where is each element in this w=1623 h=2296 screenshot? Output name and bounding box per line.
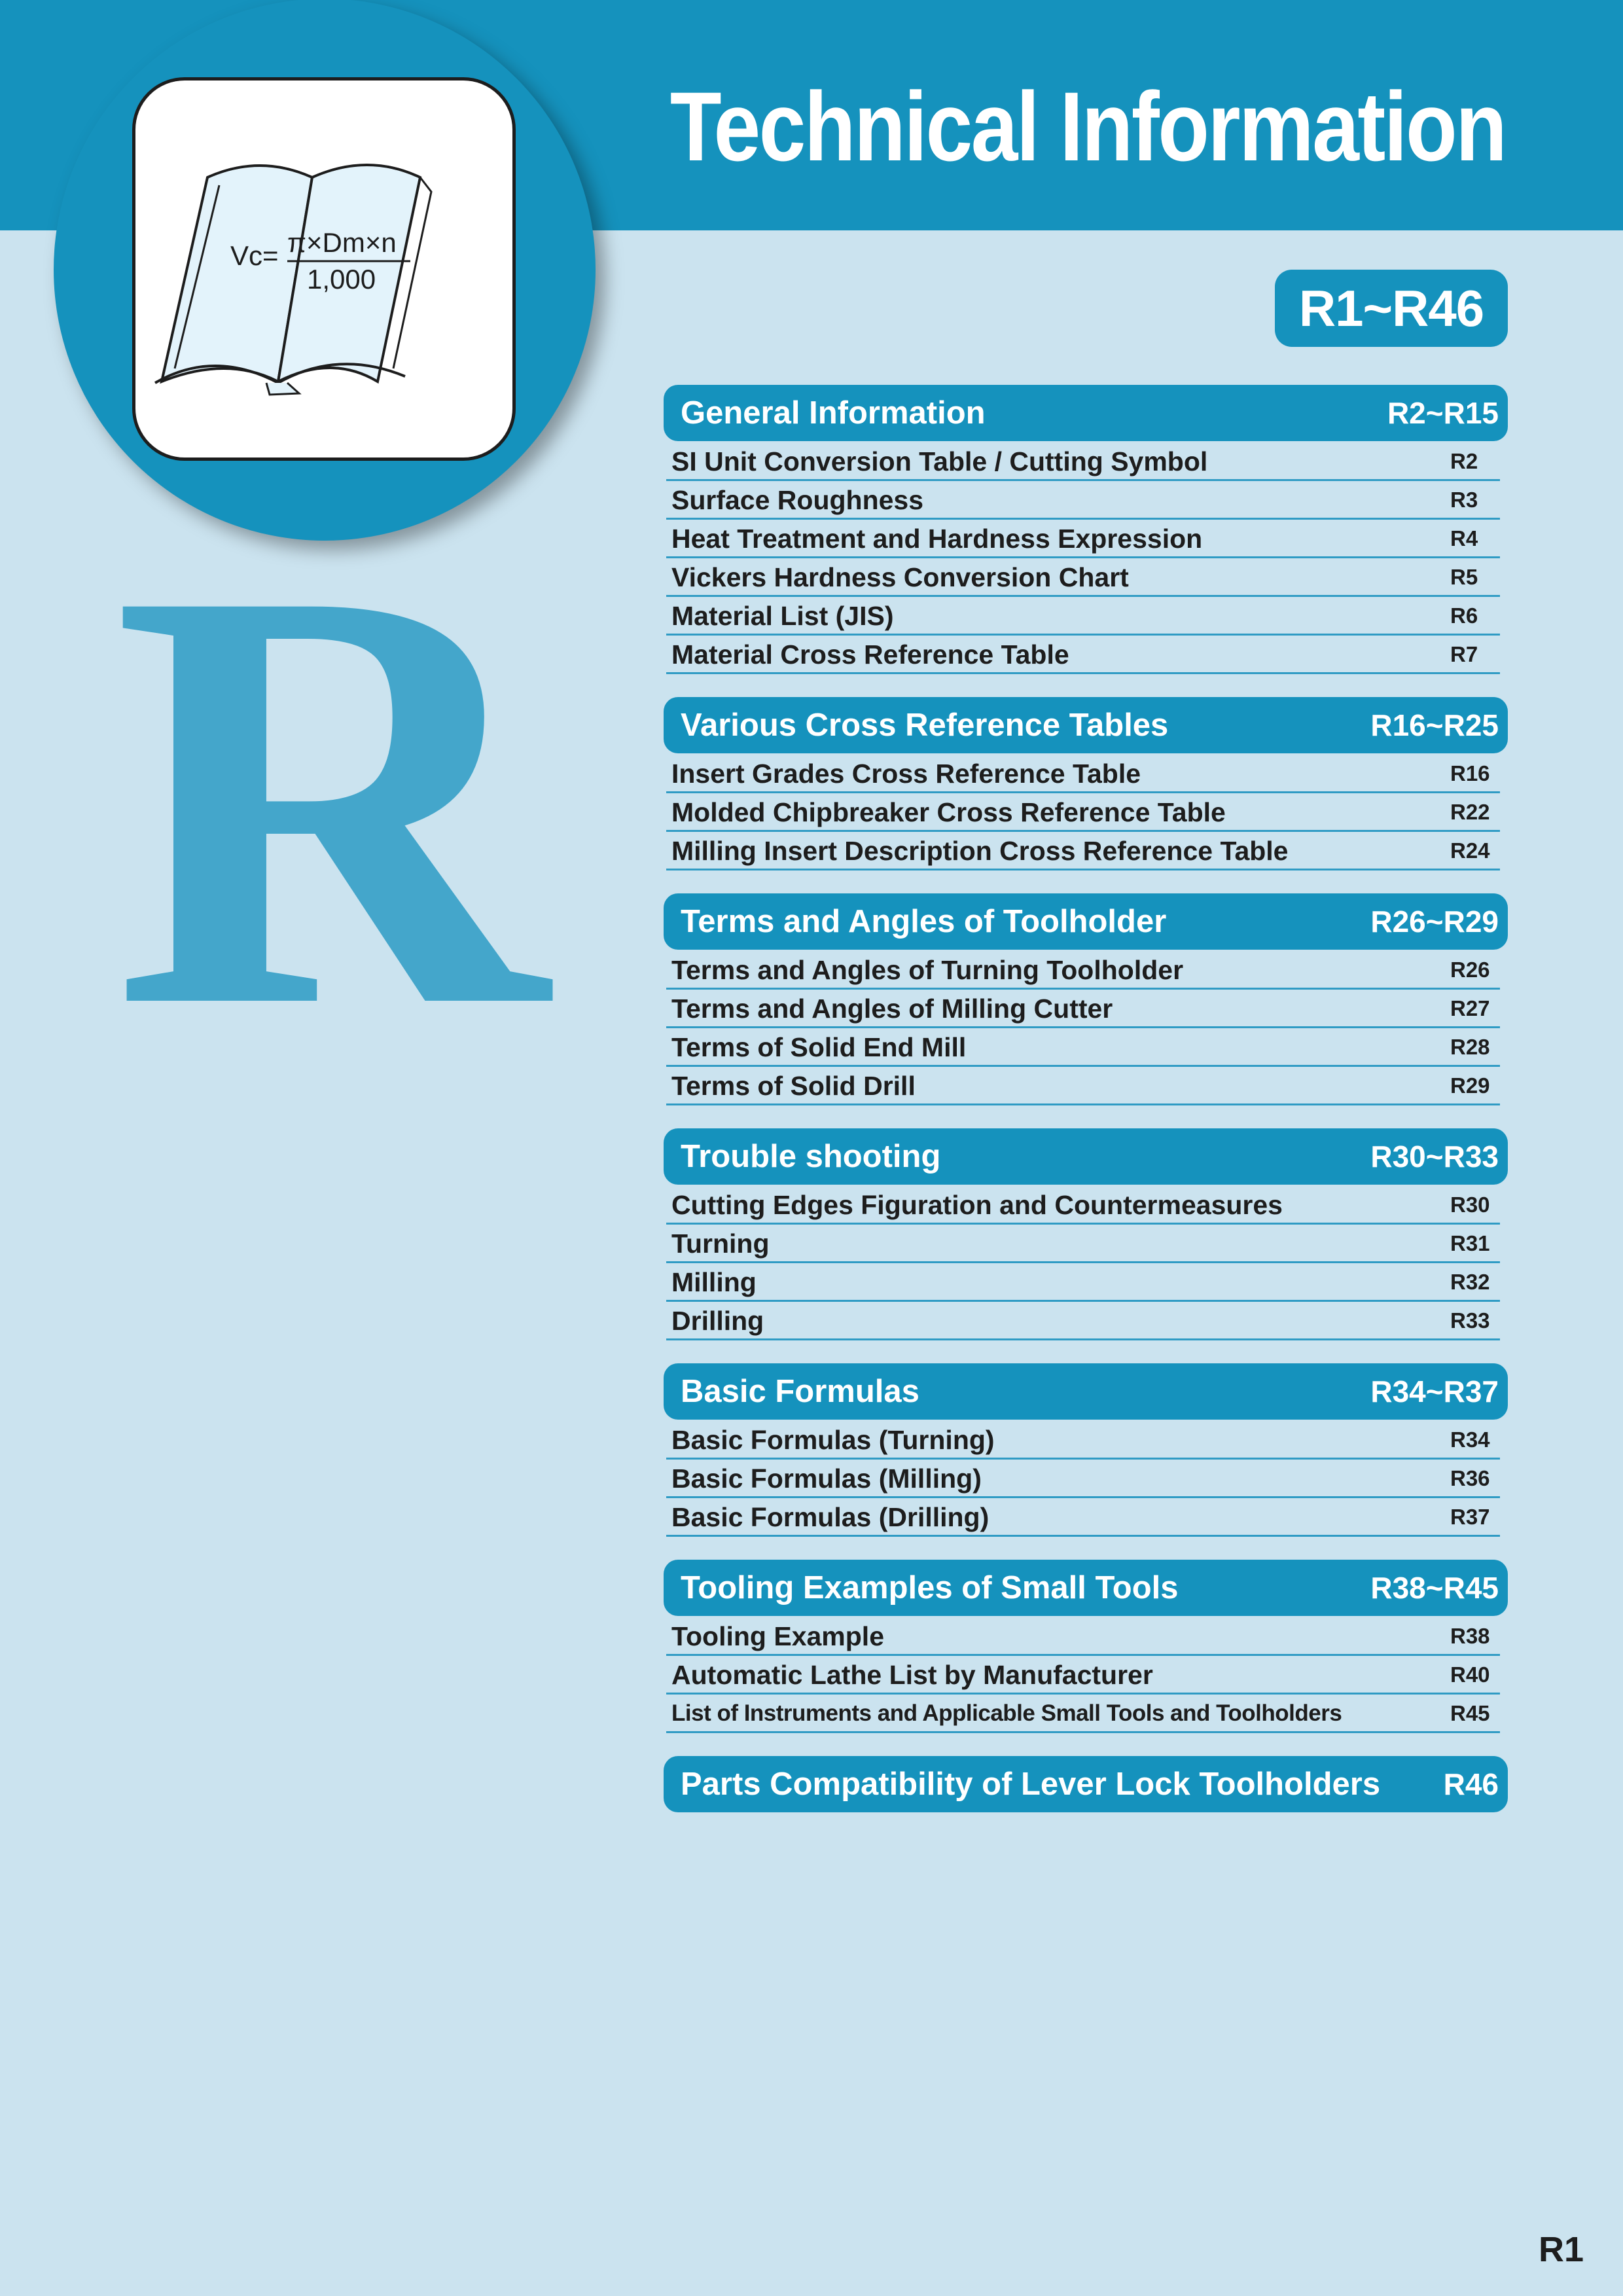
section-item-list [664, 1422, 1508, 1537]
toc-entry-page: R7 [1450, 642, 1478, 666]
toc-entry-page: R4 [1450, 526, 1478, 550]
chapter-range-badge: R1~R46 [1275, 270, 1508, 347]
page-number: R1 [1538, 2230, 1584, 2269]
toc-entry[interactable] [666, 833, 1500, 870]
toc-entry-title: Cutting Edges Figuration and Countermeasures [671, 1189, 1283, 1220]
toc-entry[interactable] [666, 1499, 1500, 1537]
toc-entry[interactable] [666, 521, 1500, 558]
toc-entry-page: R5 [1450, 565, 1478, 589]
toc-entry[interactable] [666, 1226, 1500, 1263]
toc-entry-title: List of Instruments and Applicable Small Tools and Toolholders [671, 1700, 1342, 1726]
toc-section [664, 385, 1508, 674]
toc-entry-page: R33 [1450, 1308, 1490, 1333]
section-title: Trouble shooting [681, 1139, 941, 1174]
toc-entry-page: R16 [1450, 761, 1490, 785]
section-page-range: R38~R45 [1370, 1571, 1499, 1605]
section-page-range: R30~R33 [1370, 1139, 1499, 1174]
toc-section [664, 893, 1508, 1105]
toc-entry[interactable] [666, 1657, 1500, 1695]
toc-section [664, 1128, 1508, 1340]
toc-entry-page: R24 [1450, 838, 1490, 863]
toc-entry-page: R34 [1450, 1427, 1490, 1452]
toc-entry-page: R30 [1450, 1193, 1490, 1217]
toc-entry-title: Terms of Solid End Mill [671, 1031, 967, 1062]
toc-entry-title: Terms of Solid Drill [671, 1070, 916, 1101]
section-title: Basic Formulas [681, 1374, 919, 1409]
toc-section [664, 1363, 1508, 1537]
toc-entry-title: Milling Insert Description Cross Reference Table [671, 835, 1289, 866]
toc-entry-title: Molded Chipbreaker Cross Reference Table [671, 797, 1226, 827]
toc-entry-page: R2 [1450, 449, 1478, 473]
formula-denominator: 1,000 [307, 264, 376, 295]
toc-entry[interactable] [666, 991, 1500, 1028]
toc-entry-title: Basic Formulas (Drilling) [671, 1501, 990, 1532]
toc-entry-title: Vickers Hardness Conversion Chart [671, 562, 1129, 592]
section-page-range: R46 [1443, 1767, 1499, 1801]
toc-entry[interactable] [666, 1619, 1500, 1656]
toc-entry[interactable] [666, 444, 1500, 481]
section-item-list [664, 1619, 1508, 1733]
toc-section [664, 1756, 1508, 1812]
toc-entry-page: R22 [1450, 800, 1490, 824]
toc-entry-page: R40 [1450, 1662, 1490, 1687]
book-formula-icon [132, 77, 516, 461]
toc-entry[interactable] [666, 482, 1500, 520]
toc-entry-page: R27 [1450, 996, 1490, 1020]
page-title: Technical Information [669, 71, 1505, 181]
toc-entry[interactable] [666, 560, 1500, 597]
toc-entry-title: Material List (JIS) [671, 600, 894, 631]
toc-section [664, 1560, 1508, 1733]
toc-entry[interactable] [666, 1030, 1500, 1067]
toc-entry-title: Basic Formulas (Milling) [671, 1463, 982, 1494]
section-title: Terms and Angles of Toolholder [681, 904, 1167, 939]
toc-entry-page: R3 [1450, 488, 1478, 512]
toc-entry[interactable] [666, 952, 1500, 990]
formula-numerator: π×Dm×n [287, 227, 397, 258]
section-header[interactable] [664, 385, 1508, 441]
section-page-range: R2~R15 [1387, 396, 1499, 430]
toc-entry[interactable] [666, 795, 1500, 832]
section-item-list [664, 1187, 1508, 1340]
toc-entry-page: R28 [1450, 1035, 1490, 1059]
toc-entry-page: R26 [1450, 958, 1490, 982]
toc-entry-title: Heat Treatment and Hardness Expression [671, 523, 1203, 554]
section-header[interactable] [664, 697, 1508, 753]
section-page-range: R16~R25 [1370, 708, 1499, 742]
toc-entry-page: R29 [1450, 1073, 1490, 1098]
toc-entry-title: SI Unit Conversion Table / Cutting Symbol [671, 446, 1208, 476]
toc-entry-title: Material Cross Reference Table [671, 639, 1069, 670]
toc-entry[interactable] [666, 1461, 1500, 1498]
toc-entry-title: Tooling Example [671, 1621, 884, 1651]
toc-entry[interactable] [666, 1265, 1500, 1302]
section-item-list [664, 444, 1508, 674]
toc-entry-page: R31 [1450, 1231, 1490, 1255]
toc-entry-title: Basic Formulas (Turning) [671, 1424, 995, 1455]
section-header[interactable] [664, 1560, 1508, 1616]
toc-entry-page: R32 [1450, 1270, 1490, 1294]
toc-entry-title: Drilling [671, 1305, 764, 1336]
toc-entry-title: Insert Grades Cross Reference Table [671, 758, 1141, 789]
toc-entry-title: Milling [671, 1266, 757, 1297]
toc-entry-page: R36 [1450, 1466, 1490, 1490]
toc-entry-page: R37 [1450, 1505, 1490, 1529]
toc-entry[interactable] [666, 1696, 1500, 1733]
toc-entry-title: Turning [671, 1228, 770, 1259]
chapter-letter: R [113, 465, 548, 1132]
toc-entry-title: Terms and Angles of Milling Cutter [671, 993, 1113, 1024]
open-book-icon [135, 81, 512, 457]
toc-entry-page: R38 [1450, 1624, 1490, 1648]
toc-entry-title: Terms and Angles of Turning Toolholder [671, 954, 1184, 985]
toc-entry-title: Automatic Lathe List by Manufacturer [671, 1659, 1153, 1690]
toc-entry[interactable] [666, 1068, 1500, 1105]
toc-entry[interactable] [666, 598, 1500, 636]
section-title: Various Cross Reference Tables [681, 708, 1169, 743]
formula-lhs: Vc= [230, 240, 279, 271]
toc-section [664, 697, 1508, 870]
toc-entry[interactable] [666, 637, 1500, 674]
section-header[interactable] [664, 1363, 1508, 1420]
table-of-contents [664, 385, 1508, 1835]
section-page-range: R26~R29 [1370, 905, 1499, 939]
toc-entry-title: Surface Roughness [671, 484, 924, 515]
section-title: Tooling Examples of Small Tools [681, 1570, 1179, 1605]
toc-entry-page: R6 [1450, 603, 1478, 628]
toc-entry[interactable] [666, 1303, 1500, 1340]
section-item-list [664, 756, 1508, 870]
section-item-list [664, 952, 1508, 1105]
toc-entry[interactable] [666, 756, 1500, 793]
toc-entry-page: R45 [1450, 1701, 1490, 1725]
section-title: Parts Compatibility of Lever Lock Toolholders [681, 1767, 1381, 1802]
toc-entry[interactable] [666, 1187, 1500, 1225]
section-page-range: R34~R37 [1370, 1374, 1499, 1408]
section-header[interactable] [664, 1756, 1508, 1812]
section-title: General Information [681, 395, 986, 431]
section-header[interactable] [664, 1128, 1508, 1185]
toc-entry[interactable] [666, 1422, 1500, 1460]
section-header[interactable] [664, 893, 1508, 950]
